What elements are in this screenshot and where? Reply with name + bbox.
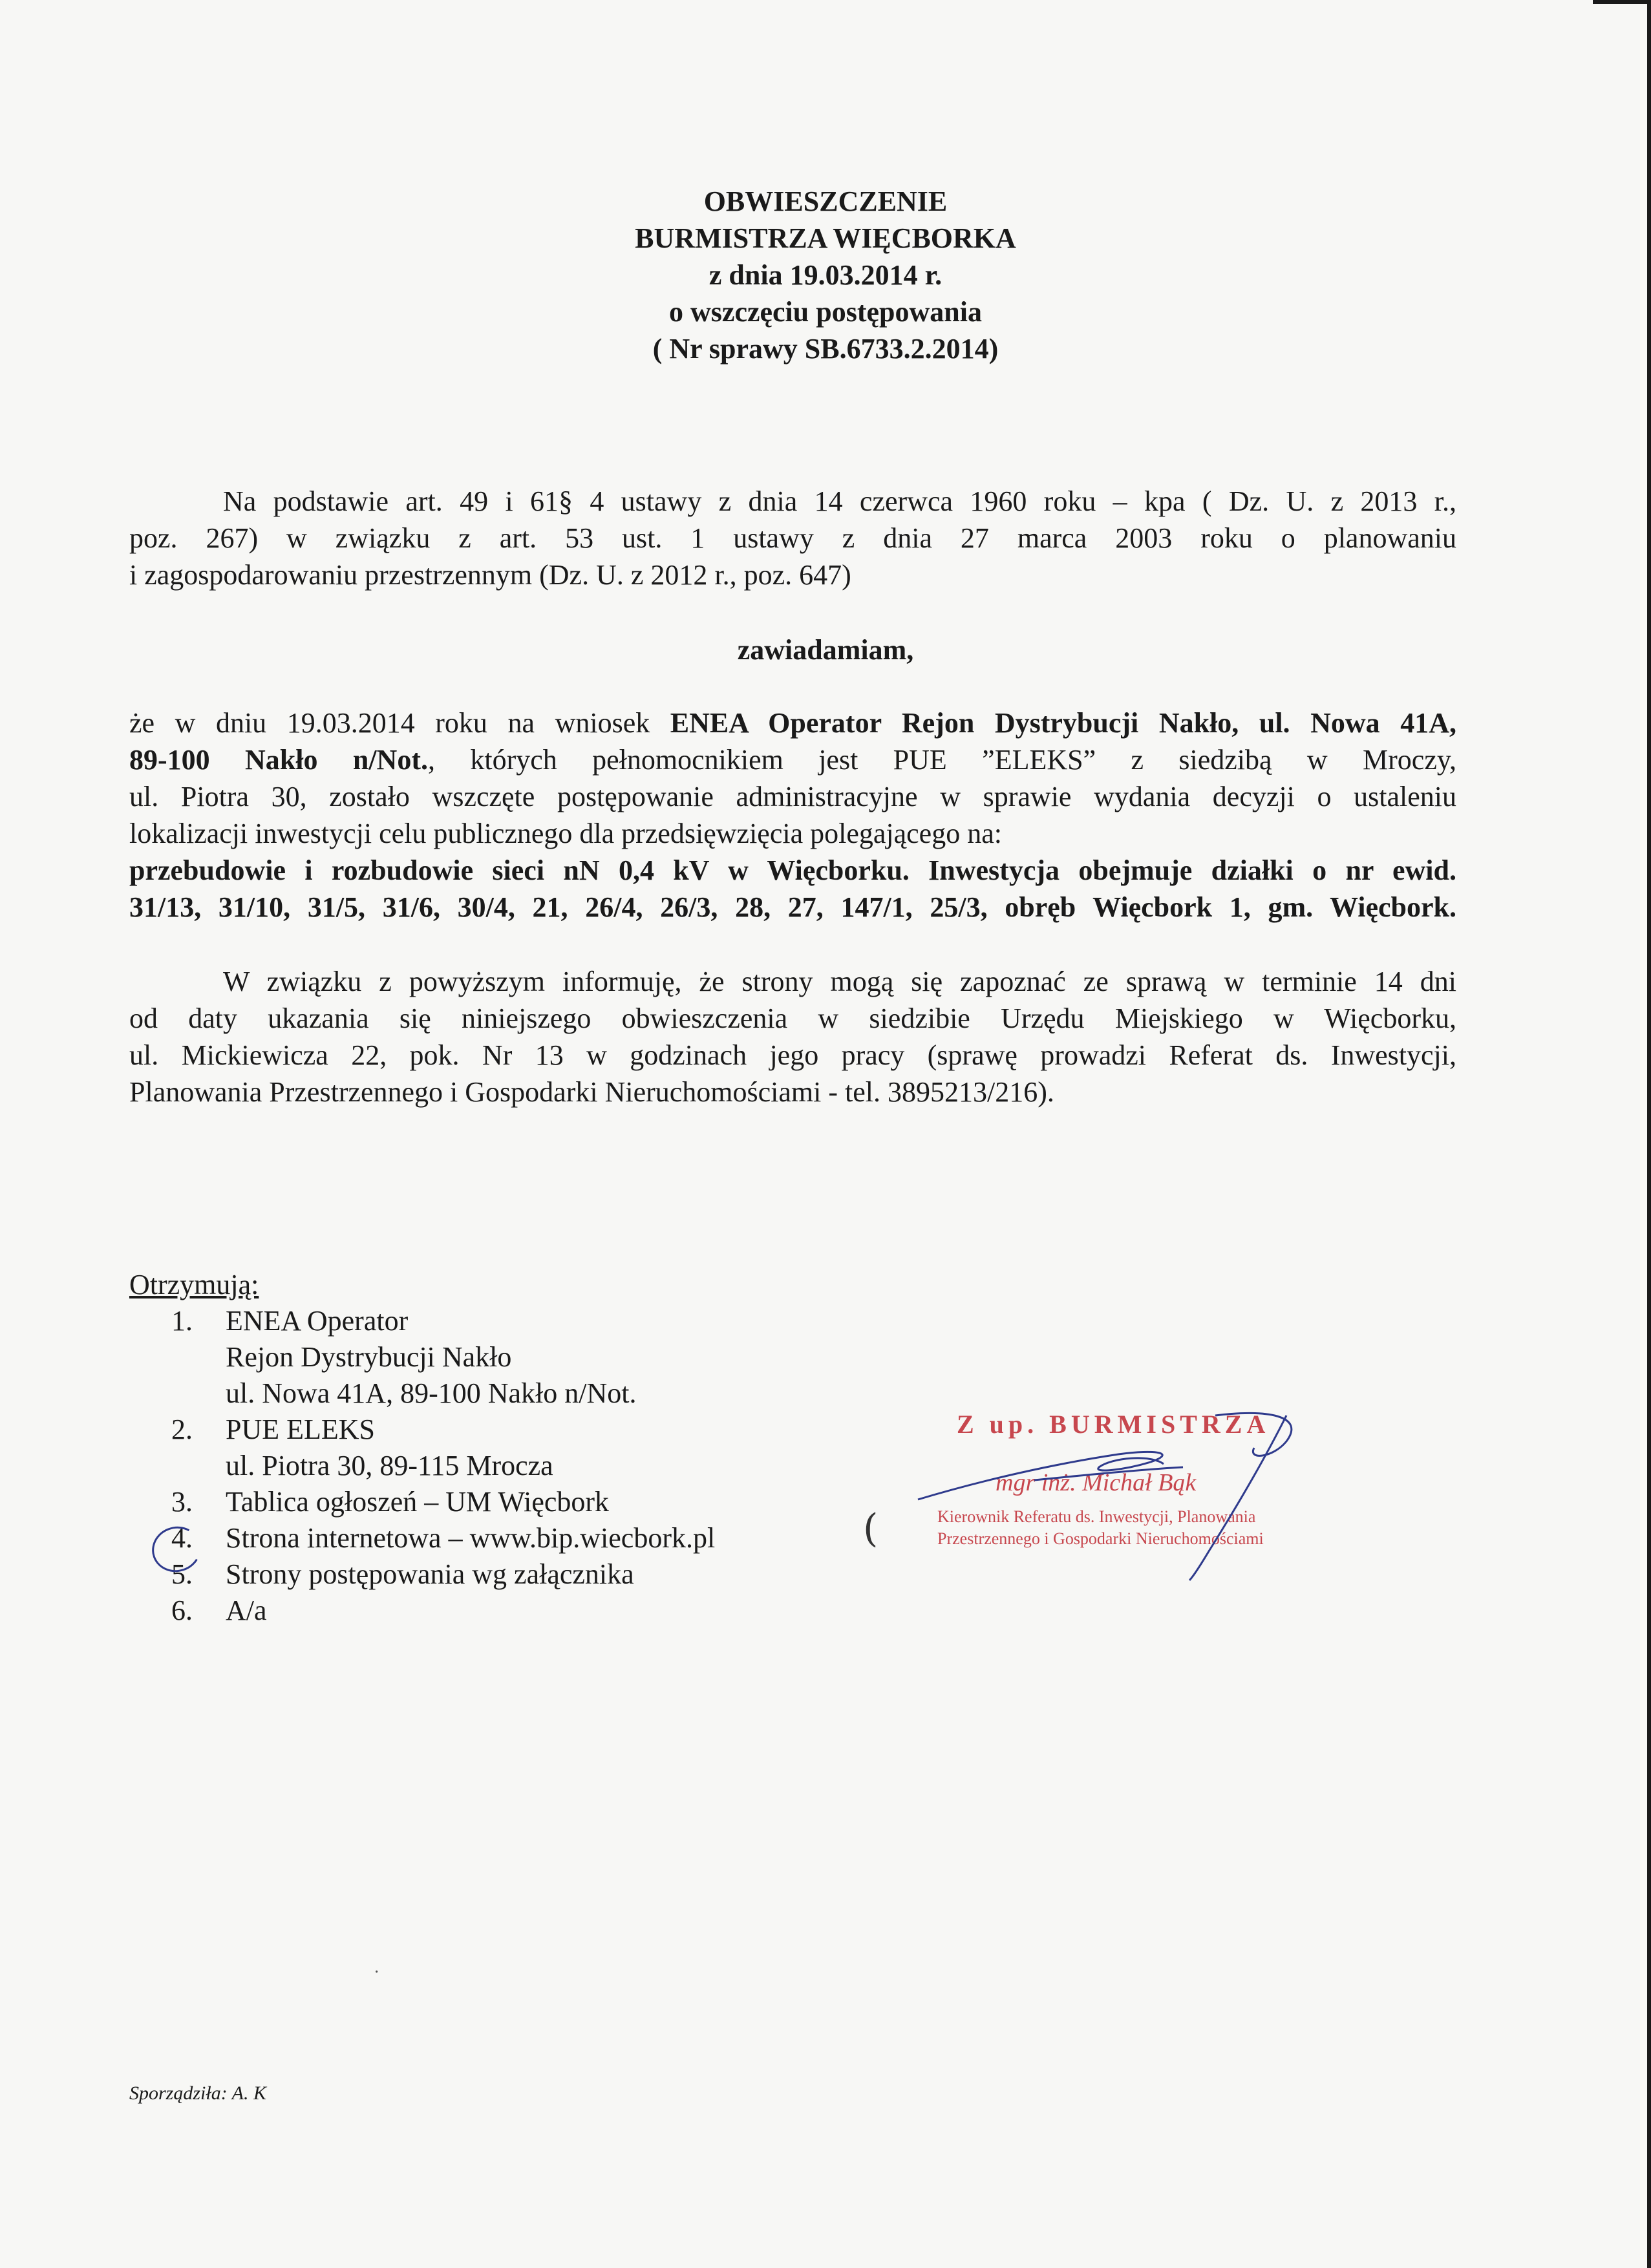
list-item [171,1593,715,1629]
body-paragraph [129,705,1456,926]
heading-date: z dnia 19.03.2014 r. [708,259,943,291]
item-text: ul. Piotra 30, 89-115 Mrocza [226,1450,553,1481]
recipients-list [171,1303,715,1629]
body-text: , których pełnomocnikiem jest PUE ”ELEKS” z siedzibą w Mroczy, [427,744,1457,776]
heading-case-number: ( Nr sprawy SB.6733.2.2014) [652,333,999,365]
stamp-department: Przestrzennego i Gospodarki Nieruchomościami [937,1529,1264,1548]
item-number: 3. [171,1486,193,1518]
item-number: 5. [171,1558,193,1590]
recipients-title: Otrzymują: [129,1269,259,1300]
item-text: Strony postępowania wg załącznika [226,1558,634,1590]
list-item-continuation [171,1339,715,1375]
body-line: lokalizacji inwestycji celu publicznego dla przedsięwzięcia polegającego na: [129,818,1002,849]
info-line: W związku z powyższym informuję, że strony mogą się zapoznać ze sprawą w terminie 14 dni [223,966,1456,997]
parcel-list: 31/13, 31/10, 31/5, 31/6, 30/4, 21, 26/4, 26/3, 28, 27, 147/1, 25/3, obręb Więcbork 1, gm. Więcbork. [129,891,1456,923]
heading-subject: o wszczęciu postępowania [669,296,982,328]
intro-line: i zagospodarowaniu przestrzennym (Dz. U. z 2012 r., poz. 647) [129,559,851,591]
item-text: Tablica ogłoszeń – UM Więcbork [226,1486,610,1518]
body-line: ul. Piotra 30, zostało wszczęte postępowanie administracyjne w sprawie wydania decyzji o ustaleniu [129,781,1456,812]
item-text: ENEA Operator [226,1305,409,1337]
body-line [129,705,1456,741]
heading-title: OBWIESZCZENIE [703,185,948,217]
stamp-position: Kierownik Referatu ds. Inwestycji, Planowania [937,1507,1256,1526]
list-item-continuation [171,1375,715,1412]
body-line [129,741,1456,778]
item-number: 2. [171,1414,193,1445]
investment-description: przebudowie i rozbudowie sieci nN 0,4 kV w Więcborku. Inwestycja obejmuje działki o nr ewid. [129,854,1456,886]
item-number: 4. [171,1522,193,1554]
prepared-by: Sporządziła: A. K [129,2083,266,2104]
document-heading [0,183,1651,367]
body-text: że w dniu 19.03.2014 roku na wniosek [129,707,670,739]
intro-paragraph [129,483,1456,593]
pencil-scribble: · [374,1962,380,1982]
notify-word: zawiadamiam, [737,634,914,666]
applicant-name: ENEA Operator Rejon Dystrybucji Nakło, ul. Nowa 41A, [670,707,1456,739]
info-paragraph [129,963,1456,1110]
stamp-title: Z up. BURMISTRZA [957,1410,1270,1439]
info-line: Planowania Przestrzennego i Gospodarki Nieruchomościami - tel. 3895213/216). [129,1076,1054,1108]
item-number: 6. [171,1595,193,1626]
scan-edge-top [1593,0,1651,4]
item-text: PUE ELEKS [226,1414,375,1445]
list-item [171,1520,715,1556]
item-text: Rejon Dystrybucji Nakło [226,1341,512,1373]
item-text: A/a [226,1595,267,1626]
list-item [171,1556,715,1593]
applicant-address: 89-100 Nakło n/Not. [129,744,428,776]
heading-authority: BURMISTRZA WIĘCBORKA [635,222,1016,254]
pencil-mark: ( [863,1506,879,1551]
item-text: Strona internetowa – www.bip.wiecbork.pl [226,1522,716,1554]
stamp-name: mgr inż. Michał Bąk [996,1469,1197,1496]
list-item [171,1303,715,1339]
info-line: ul. Mickiewicza 22, pok. Nr 13 w godzinach jego pracy (sprawę prowadzi Referat ds. Inwestycji, [129,1039,1456,1071]
handwritten-signature [905,1403,1370,1584]
item-text: ul. Nowa 41A, 89-100 Nakło n/Not. [226,1377,637,1409]
list-item [171,1484,715,1520]
item-number: 1. [171,1305,193,1337]
intro-line: Na podstawie art. 49 i 61§ 4 ustawy z dnia 14 czerwca 1960 roku – kpa ( Dz. U. z 2013 r., [223,485,1456,517]
list-item [171,1412,715,1448]
list-item-continuation [171,1448,715,1484]
info-line: od daty ukazania się niniejszego obwieszczenia w siedzibie Urzędu Miejskiego w Więcborku, [129,1002,1456,1034]
intro-line: poz. 267) w związku z art. 53 ust. 1 ustawy z dnia 27 marca 2003 roku o planowaniu [129,522,1456,554]
